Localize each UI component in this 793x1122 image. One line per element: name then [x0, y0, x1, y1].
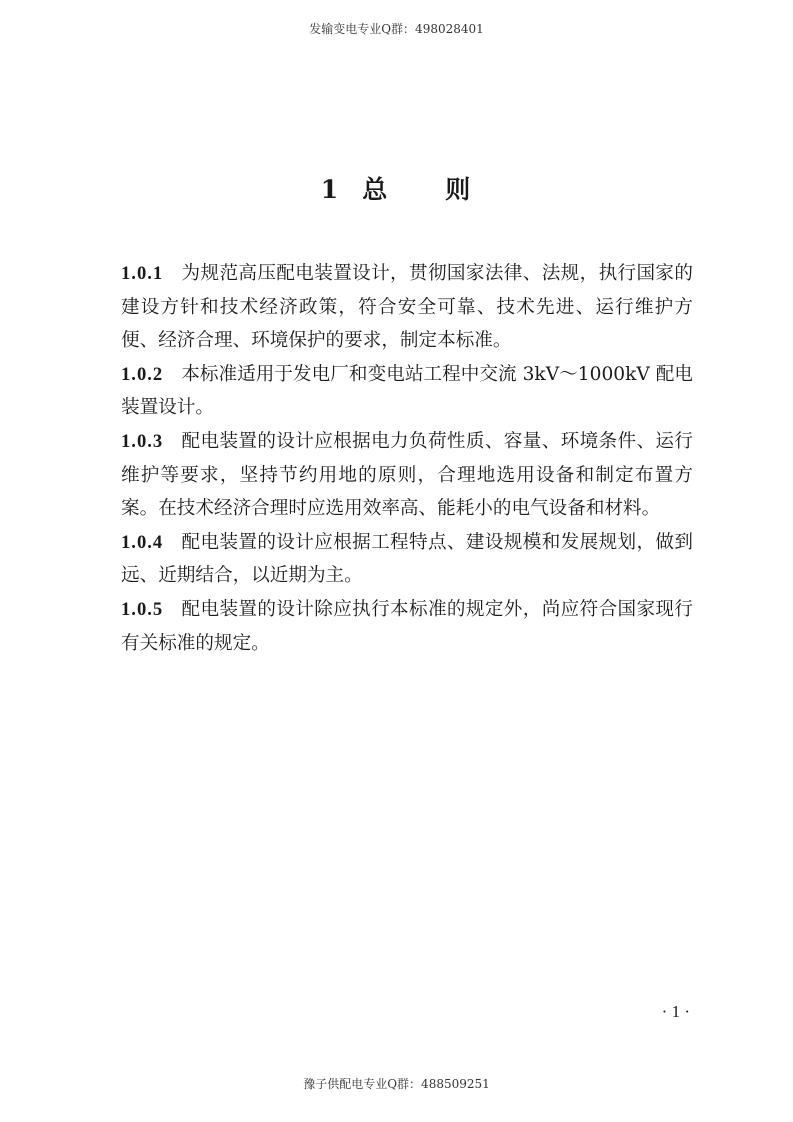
header-note: 发输变电专业Q群：498028401 — [309, 22, 484, 36]
clause-1-0-5 — [121, 593, 693, 660]
clause-text: 配电装置的设计应根据电力负荷性质、容量、环境条件、运行维护等要求，坚持节约用地的原则，合理地选用设备和制定布置方案。在技术经济合理时应选用效率高、能耗小的电气设备和材料。 — [121, 430, 693, 520]
chapter-title — [0, 170, 793, 206]
clause-list — [121, 257, 693, 660]
chapter-title-word-1: 总 — [362, 175, 390, 204]
clause-text: 本标准适用于发电厂和变电站工程中交流 3kV～1000kV 配电装置设计。 — [121, 363, 693, 419]
clause-1-0-4 — [121, 526, 693, 593]
clause-number: 1.0.1 — [121, 263, 164, 284]
clause-number: 1.0.4 — [121, 531, 164, 553]
clause-text: 配电装置的设计应根据工程特点、建设规模和发展规划，做到远、近期结合，以近期为主。 — [121, 531, 693, 587]
clause-number: 1.0.5 — [121, 598, 164, 620]
clause-1-0-3 — [121, 425, 693, 526]
clause-number: 1.0.3 — [121, 430, 164, 452]
clause-1-0-1 — [121, 257, 693, 358]
chapter-number: 1 — [320, 175, 341, 204]
page-number: · 1 · — [661, 1002, 690, 1021]
footer-note: 豫子供配电专业Q群：488509251 — [303, 1077, 490, 1091]
clause-1-0-2 — [121, 358, 693, 425]
clause-text: 配电装置的设计除应执行本标准的规定外，尚应符合国家现行有关标准的规定。 — [121, 598, 693, 654]
clause-number: 1.0.2 — [121, 363, 164, 385]
chapter-title-word-2: 则 — [445, 175, 473, 204]
clause-text: 为规范高压配电装置设计，贯彻国家法律、法规，执行国家的建设方针和技术经济政策，符合安全可靠、技术先进、运行维护方便、经济合理、环境保护的要求，制定本标准。 — [121, 263, 693, 352]
